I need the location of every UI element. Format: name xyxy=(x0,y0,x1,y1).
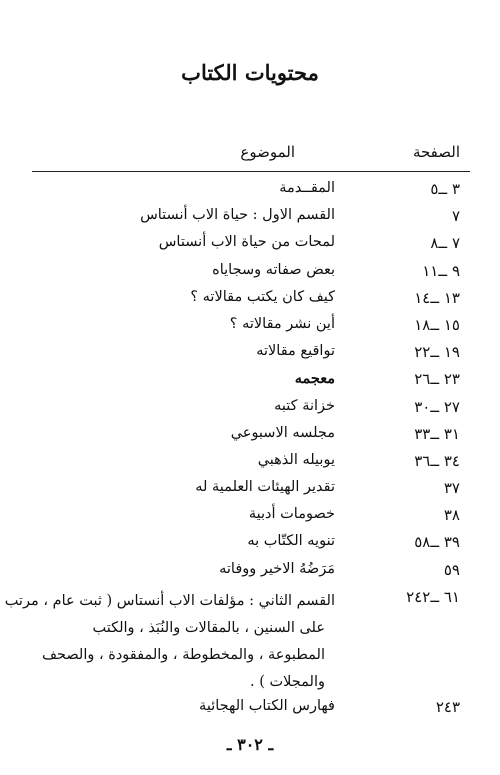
toc-page-number: ٣ ــ٥ xyxy=(430,180,460,198)
toc-row xyxy=(0,287,500,314)
toc-row xyxy=(0,450,500,477)
toc-topic: كيف كان يكتب مقالاته ؟ xyxy=(190,288,335,305)
toc-topic: القسم الاول : حياة الاب أنستاس xyxy=(140,207,335,224)
toc-row xyxy=(0,396,500,423)
toc-row xyxy=(0,205,500,232)
toc-topic-line: المطبوعة ، والمخطوطة ، والمفقودة ، والصحف xyxy=(41,646,325,663)
toc-row xyxy=(0,504,500,531)
toc-page-number: ٧ ــ٨ xyxy=(430,234,460,253)
toc-row xyxy=(0,341,500,368)
toc-topic: يوبيله الذهبي xyxy=(257,451,335,468)
toc-topic: مَرَضُهُ الاخير ووفاته xyxy=(219,560,335,577)
toc-page-number: ١٣ ــ١٤ xyxy=(414,288,460,307)
toc-row xyxy=(0,477,500,504)
toc-topic-multiline xyxy=(4,588,335,696)
toc-topic-line: على السنين ، بالمقالات والنُبَذ ، والكتب xyxy=(92,619,325,636)
header-rule xyxy=(32,171,470,172)
toc-page-number: ٢٧ ــ٣٠ xyxy=(414,397,460,416)
toc-page-number: ٣٤ ــ٣٦ xyxy=(414,451,460,470)
toc-topic: مجلسه الاسبوعي xyxy=(230,424,335,441)
toc-page-number: ٧ xyxy=(451,207,460,226)
toc-topic: تنويه الكتّاب به xyxy=(247,533,335,550)
toc-page-number: ١٩ ــ٢٢ xyxy=(414,343,460,362)
toc-topic: المقــدمة xyxy=(279,180,335,196)
toc-topic: أين نشر مقالاته ؟ xyxy=(229,315,335,332)
toc-topic-line: والمجلات ) . xyxy=(250,673,325,690)
toc-topic-line: القسم الثاني : مؤلفات الاب أنستاس ( ثبت عام ، مرتب xyxy=(4,592,335,609)
page-number-footer: ـ ٣٠٢ ـ xyxy=(226,735,274,754)
toc-page-number: ٦١ ــ٢٤٢ xyxy=(406,587,460,606)
toc-page-number: ٣٨ xyxy=(443,506,460,525)
toc-topic: معجمه xyxy=(294,370,335,388)
column-header-topic: الموضوع xyxy=(240,143,295,161)
toc-row xyxy=(0,531,500,558)
toc-page-number: ٥٩ xyxy=(443,560,460,579)
page-title: محتويات الكتاب xyxy=(181,60,319,85)
toc-row xyxy=(0,696,500,723)
toc-page-number: ٣٧ xyxy=(443,479,460,498)
toc-topic: خزانة كتبه xyxy=(274,397,335,414)
toc-row xyxy=(0,423,500,450)
toc-topic: لمحات من حياة الاب أنستاس xyxy=(158,234,335,251)
toc-row xyxy=(0,178,500,205)
toc-page-number: ٢٣ ــ٢٦ xyxy=(414,370,460,389)
column-header-page: الصفحة xyxy=(412,143,460,161)
toc-page-number: ٢٤٣ xyxy=(435,697,460,716)
toc-page-number: ٣١ ــ٣٣ xyxy=(414,424,460,443)
table-of-contents xyxy=(0,178,500,723)
toc-topic: تواقيع مقالاته xyxy=(256,343,335,360)
toc-topic: فهارس الكتاب الهجائية xyxy=(199,697,335,714)
toc-topic: خصومات أدبية xyxy=(248,506,335,523)
toc-page-number: ٩ ــ١١ xyxy=(422,261,460,280)
toc-row xyxy=(0,559,500,586)
toc-row xyxy=(0,314,500,341)
toc-page-number: ٣٩ ــ٥٨ xyxy=(414,533,460,552)
toc-topic: بعض صفاته وسجاياه xyxy=(212,261,335,278)
toc-row-section-two xyxy=(0,586,500,696)
toc-row xyxy=(0,368,500,395)
toc-page-number: ١٥ ــ١٨ xyxy=(414,315,460,334)
toc-row xyxy=(0,232,500,259)
toc-topic: تقدير الهيئات العلمية له xyxy=(195,479,335,496)
toc-row xyxy=(0,260,500,287)
